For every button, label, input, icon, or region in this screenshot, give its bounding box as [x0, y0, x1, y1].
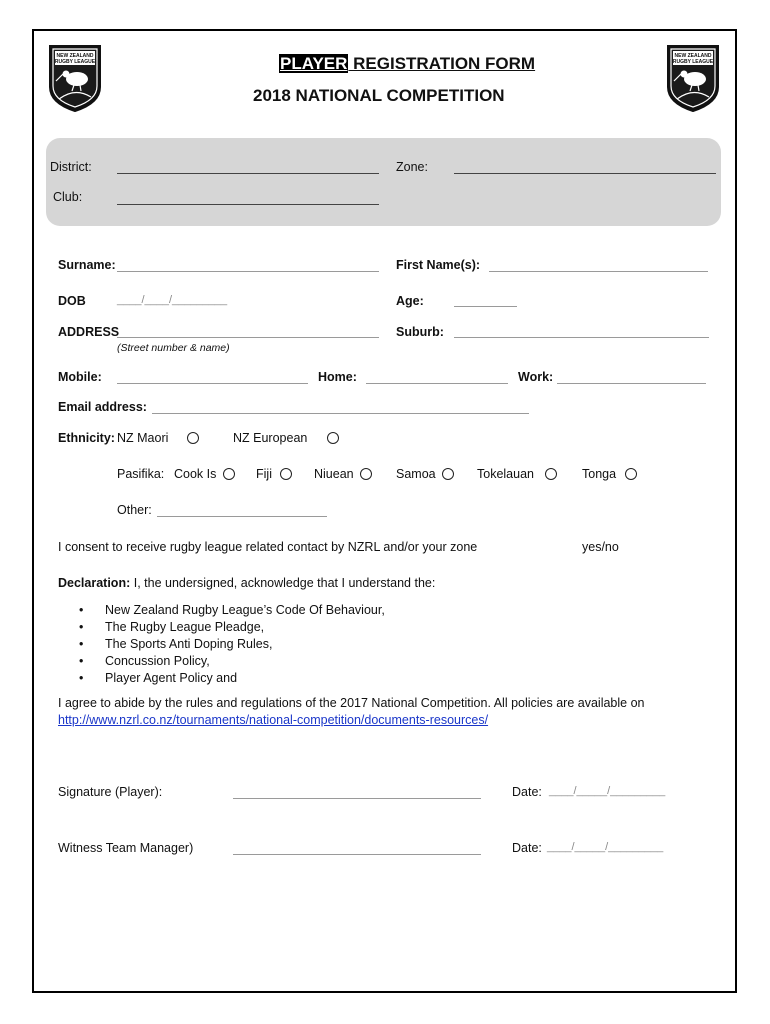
fiji-radio[interactable]	[280, 468, 292, 480]
age-field[interactable]	[454, 306, 517, 307]
email-field[interactable]	[152, 413, 529, 414]
nz-european-label: NZ European	[233, 431, 308, 445]
home-label: Home:	[318, 370, 357, 384]
declaration-label: Declaration:	[58, 576, 131, 590]
address-field[interactable]	[117, 337, 379, 338]
witness-date-field[interactable]: ____/_____/_________	[547, 841, 664, 853]
form-title	[279, 54, 535, 74]
home-field[interactable]	[366, 383, 508, 384]
address-label: ADDRESS	[58, 325, 120, 339]
pasifika-label: Pasifika:	[117, 467, 165, 481]
svg-text:NEW ZEALAND: NEW ZEALAND	[674, 53, 712, 59]
cook-is-radio[interactable]	[223, 468, 235, 480]
player-date-label: Date:	[512, 785, 542, 799]
work-label: Work:	[518, 370, 554, 384]
title-highlight: PLAYER	[280, 54, 348, 73]
niuean-label: Niuean	[314, 467, 354, 481]
club-field[interactable]	[117, 204, 379, 205]
list-item: • Player Agent Policy and	[79, 670, 385, 687]
mobile-label: Mobile:	[58, 370, 102, 384]
club-info-box	[46, 138, 721, 226]
district-field[interactable]	[117, 173, 379, 174]
list-item: • Concussion Policy,	[79, 653, 385, 670]
nzrl-logo-left	[47, 43, 103, 113]
agree-text: I agree to abide by the rules and regulations of the 2017 National Competition. All policies are available on	[58, 696, 645, 710]
list-item: • The Rugby League Pleadge,	[79, 619, 385, 636]
district-label: District:	[50, 160, 92, 174]
witness-signature-field[interactable]	[233, 854, 481, 855]
declaration-heading	[58, 576, 435, 590]
form-subtitle: 2018 NATIONAL COMPETITION	[253, 86, 505, 105]
samoa-label: Samoa	[396, 467, 436, 481]
list-item: • New Zealand Rugby League’s Code Of Behaviour,	[79, 602, 385, 619]
tokelauan-radio[interactable]	[545, 468, 557, 480]
ethnicity-label: Ethnicity:	[58, 431, 115, 445]
nz-maori-radio[interactable]	[187, 432, 199, 444]
work-field[interactable]	[557, 383, 706, 384]
consent-text: I consent to receive rugby league related contact by NZRL and/or your zone	[58, 540, 478, 554]
nzrl-logo-right	[665, 43, 721, 113]
policies-link[interactable]: http://www.nzrl.co.nz/tournaments/national-competition/documents-resources/	[58, 713, 489, 727]
player-signature-label: Signature (Player):	[58, 785, 163, 799]
tonga-label: Tonga	[582, 467, 617, 481]
nz-european-radio[interactable]	[327, 432, 339, 444]
other-field[interactable]	[157, 516, 327, 517]
dob-label: DOB	[58, 294, 86, 308]
surname-label: Surname:	[58, 258, 116, 272]
svg-text:RUGBY LEAGUE: RUGBY LEAGUE	[54, 59, 96, 65]
dob-field[interactable]: ____/____/_________	[117, 294, 228, 306]
player-date-field[interactable]: ____/_____/_________	[549, 785, 666, 797]
list-item: • The Sports Anti Doping Rules,	[79, 636, 385, 653]
address-hint: (Street number & name)	[117, 342, 230, 354]
email-label: Email address:	[58, 400, 147, 414]
svg-text:NEW ZEALAND: NEW ZEALAND	[56, 53, 94, 59]
title-rest: REGISTRATION FORM	[348, 54, 536, 73]
suburb-label: Suburb:	[396, 325, 444, 339]
other-label: Other:	[117, 503, 152, 517]
witness-date-label: Date:	[512, 841, 542, 855]
cook-is-label: Cook Is	[174, 467, 217, 481]
player-signature-field[interactable]	[233, 798, 481, 799]
declaration-text: I, the undersigned, acknowledge that I understand the:	[130, 576, 436, 590]
policy-list	[79, 602, 385, 687]
mobile-field[interactable]	[117, 383, 308, 384]
age-label: Age:	[396, 294, 424, 308]
zone-label: Zone:	[396, 160, 428, 174]
witness-signature-label: Witness Team Manager)	[58, 841, 194, 855]
nz-maori-label: NZ Maori	[117, 431, 169, 445]
club-label: Club:	[53, 190, 83, 204]
consent-options[interactable]: yes/no	[582, 540, 619, 554]
first-names-label: First Name(s):	[396, 258, 481, 272]
suburb-field[interactable]	[454, 337, 709, 338]
tonga-radio[interactable]	[625, 468, 637, 480]
samoa-radio[interactable]	[442, 468, 454, 480]
svg-text:RUGBY LEAGUE: RUGBY LEAGUE	[672, 59, 714, 65]
niuean-radio[interactable]	[360, 468, 372, 480]
surname-field[interactable]	[117, 271, 379, 272]
zone-field[interactable]	[454, 173, 716, 174]
tokelauan-label: Tokelauan	[477, 467, 534, 481]
fiji-label: Fiji	[256, 467, 272, 481]
first-names-field[interactable]	[489, 271, 708, 272]
